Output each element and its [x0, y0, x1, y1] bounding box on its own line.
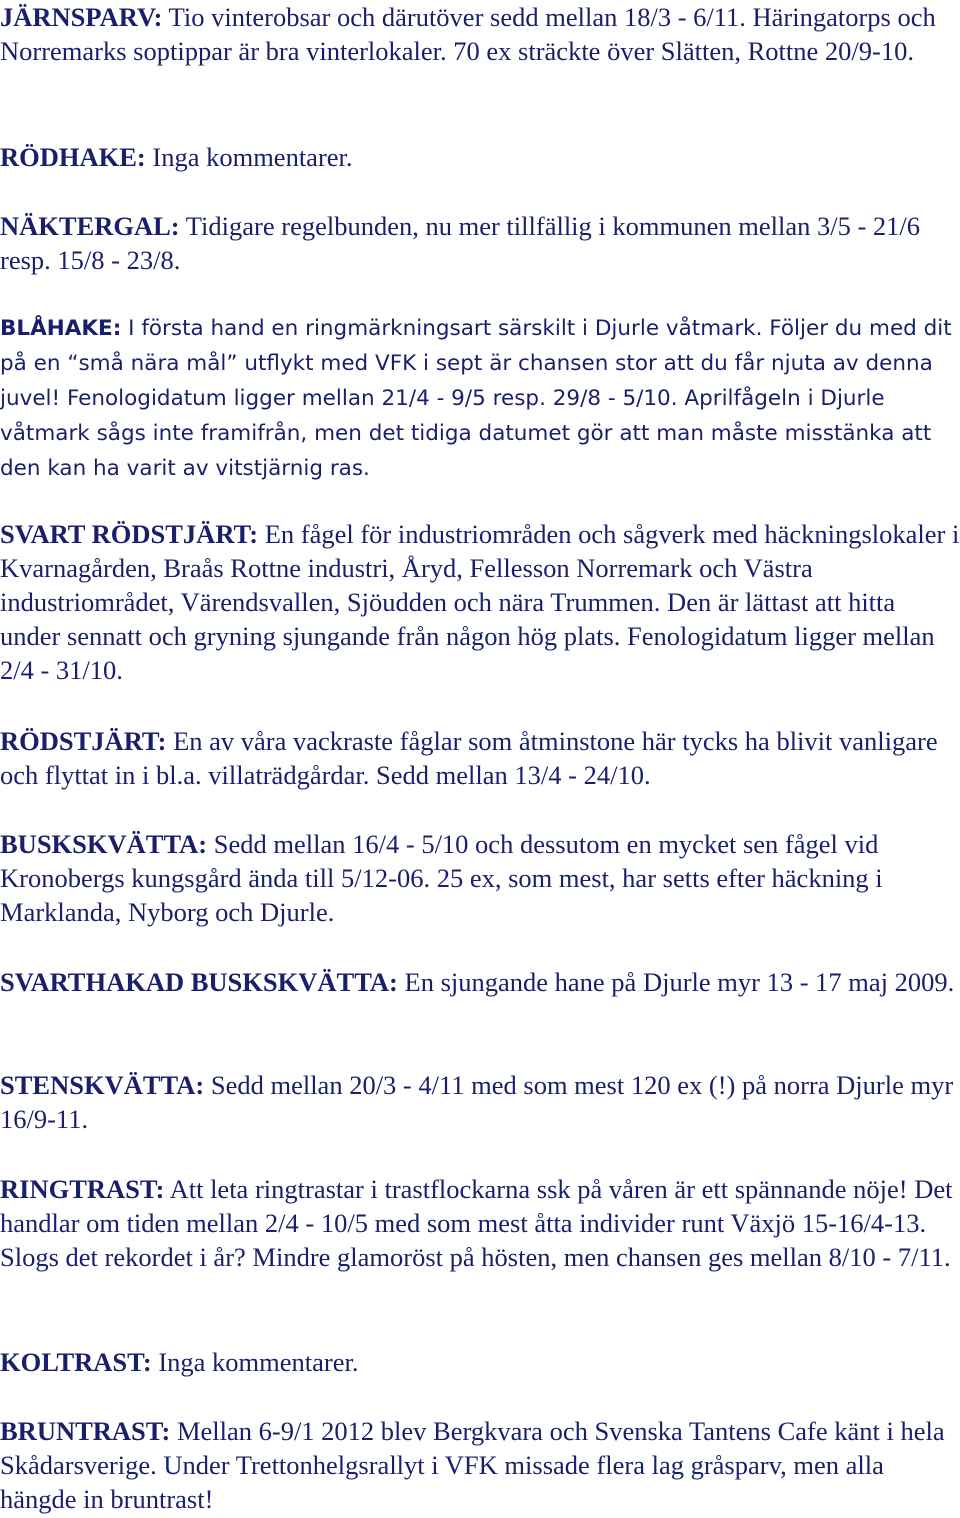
- entry-svarthakad-buskskvatta: [0, 965, 960, 999]
- entry-ringtrast: [0, 1172, 960, 1274]
- species-text: Sedd mellan 16/4 - 5/10 och dessutom en mycket sen fågel vid Kronobergs kungsgård ända till 5/12-06. 25 ex, som mest, har setts efter häckning i Marklanda, Nyborg och Djurle.: [0, 829, 883, 927]
- entry-stenskvatta: [0, 1068, 960, 1136]
- species-name: SVARTHAKAD BUSKSKVÄTTA:: [0, 967, 398, 997]
- species-name: JÄRNSPARV:: [0, 2, 163, 32]
- species-name: BRUNTRAST:: [0, 1416, 171, 1446]
- species-name: BUSKSKVÄTTA:: [0, 829, 208, 859]
- species-text: Tidigare regelbunden, nu mer tillfällig i kommunen mellan 3/5 - 21/6 resp. 15/8 - 23/8.: [0, 211, 921, 275]
- species-name: RÖDSTJÄRT:: [0, 726, 167, 756]
- entry-buskskvatta: [0, 827, 960, 929]
- species-text: Inga kommentarer.: [151, 1347, 359, 1377]
- entry-rodhake: [0, 140, 960, 174]
- species-name: NÄKTERGAL:: [0, 211, 180, 241]
- entry-koltrast: [0, 1345, 960, 1379]
- species-text: Att leta ringtrastar i trastflockarna ssk på våren är ett spännande nöje! Det handlar om tiden mellan 2/4 - 10/5 med som mest åtta individer runt Växjö 15-16/4-13. Slogs det rekordet i år? Mindre glamoröst på hösten, men chansen ges mellan 8/10 - 7/11.: [0, 1174, 953, 1272]
- species-text: Tio vinterobsar och därutöver sedd mellan 18/3 - 6/11. Häringatorps och Norremarks soptippar är bra vinterlokaler. 70 ex sträckte över Slätten, Rottne 20/9-10.: [0, 2, 936, 66]
- species-name: KOLTRAST:: [0, 1347, 152, 1377]
- species-text: En sjungande hane på Djurle myr 13 - 17 maj 2009.: [397, 967, 955, 997]
- species-text: En av våra vackraste fåglar som åtminstone här tycks ha blivit vanligare och flyttat in i bl.a. villaträdgårdar. Sedd mellan 13/4 - 24/10.: [0, 726, 938, 790]
- species-text: Mellan 6-9/1 2012 blev Bergkvara och Svenska Tantens Cafe känt i hela Skådarsverige. Under Trettonhelgsrallyt i VFK missade flera lag gråsparv, men alla hängde in bruntrast!: [0, 1416, 945, 1514]
- species-text: I första hand en ringmärkningsart särskilt i Djurle våtmark. Följer du med dit på en “små nära mål” utflykt med VFK i sept är chansen stor att du får njuta av denna juvel! Fenologidatum ligger mellan 21/4 - 9/5 resp. 29/8 - 5/10. Aprilfågeln i Djurle våtmark sågs inte framifrån, men det tidiga datumet gör att man måste misstänka att den kan ha varit av vitstjärnig ras.: [0, 316, 952, 481]
- species-text: En fågel för industriområden och sågverk med häckningslokaler i Kvarnagården, Braås Rottne industri, Åryd, Fellesson Norremark och Västra industriområdet, Värendsvallen, Sjöudden och nära Trummen. Den är lättast att hitta under sennatt och gryning sjungande från någon hög plats. Fenologidatum ligger mellan 2/4 - 31/10.: [0, 519, 960, 685]
- species-name: RÖDHAKE:: [0, 142, 146, 172]
- entry-jarnsparv: [0, 0, 960, 68]
- species-name: BLÅHAKE:: [0, 316, 122, 341]
- species-text: Inga kommentarer.: [145, 142, 353, 172]
- entry-rodstjart: [0, 724, 960, 792]
- species-name: STENSKVÄTTA:: [0, 1070, 205, 1100]
- entry-naktergal: [0, 209, 960, 277]
- entry-bruntrast: [0, 1414, 960, 1516]
- species-name: SVART RÖDSTJÄRT:: [0, 519, 259, 549]
- entry-blahake: [0, 311, 960, 486]
- entry-svart-rodstjart: [0, 517, 960, 687]
- species-text: Sedd mellan 20/3 - 4/11 med som mest 120 ex (!) på norra Djurle myr 16/9-11.: [0, 1070, 954, 1134]
- species-name: RINGTRAST:: [0, 1174, 165, 1204]
